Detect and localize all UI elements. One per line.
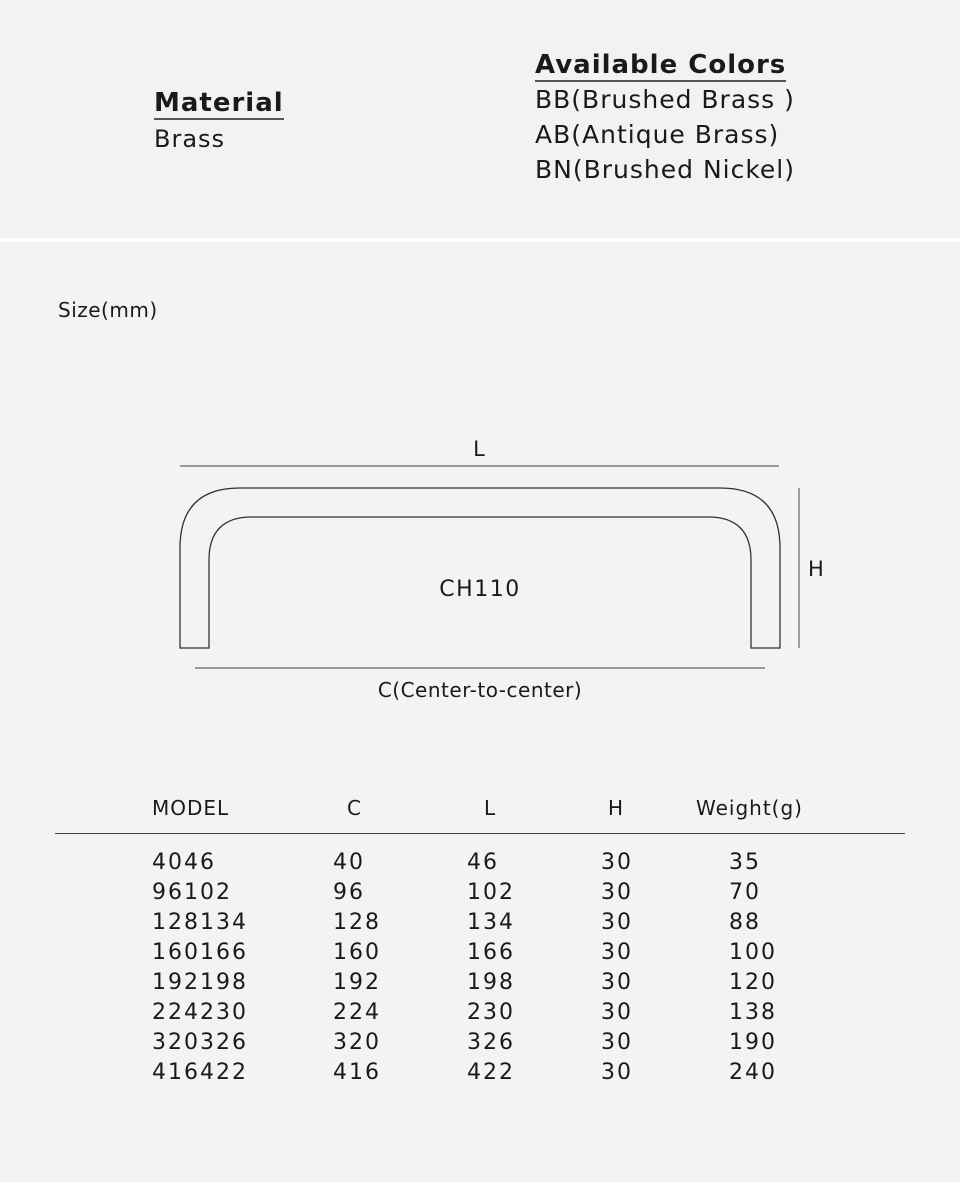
table-row: [0, 970, 960, 1000]
table-row: [0, 850, 960, 880]
cell-l: 46: [467, 850, 499, 875]
height-label: H: [808, 557, 824, 581]
cell-weight: 240: [729, 1060, 777, 1085]
size-table: [0, 850, 960, 1090]
cell-l: 326: [467, 1030, 515, 1055]
color-option: BN(Brushed Nickel): [535, 155, 796, 184]
cell-weight: 138: [729, 1000, 777, 1025]
cell-l: 166: [467, 940, 515, 965]
table-row: [0, 1060, 960, 1090]
cell-model: 224230: [152, 1000, 248, 1025]
length-label: L: [473, 437, 485, 461]
available-colors-heading: Available Colors: [535, 50, 787, 80]
color-option: AB(Antique Brass): [535, 120, 780, 149]
cell-l: 134: [467, 910, 515, 935]
table-row: [0, 880, 960, 910]
cell-h: 30: [601, 910, 633, 935]
cell-h: 30: [601, 1030, 633, 1055]
material-value: Brass: [154, 125, 226, 153]
cell-h: 30: [601, 1060, 633, 1085]
cell-c: 40: [333, 850, 365, 875]
cell-c: 128: [333, 910, 381, 935]
table-header-rule: [55, 833, 905, 834]
table-row: [0, 910, 960, 940]
cell-model: 416422: [152, 1060, 248, 1085]
cell-c: 160: [333, 940, 381, 965]
color-option: BB(Brushed Brass ): [535, 85, 795, 114]
table-row: [0, 1030, 960, 1060]
handle-outline: [180, 488, 780, 648]
cell-c: 320: [333, 1030, 381, 1055]
cell-c: 96: [333, 880, 365, 905]
model-label: CH110: [439, 577, 521, 602]
column-header-h: H: [608, 796, 625, 820]
size-label: Size(mm): [58, 298, 158, 322]
cell-h: 30: [601, 940, 633, 965]
cell-c: 416: [333, 1060, 381, 1085]
material-heading: Material: [154, 88, 284, 118]
table-row: [0, 940, 960, 970]
cell-l: 102: [467, 880, 515, 905]
cell-h: 30: [601, 1000, 633, 1025]
column-header-weight: Weight(g): [696, 796, 803, 820]
cell-model: 128134: [152, 910, 248, 935]
cell-weight: 120: [729, 970, 777, 995]
cell-model: 4046: [152, 850, 216, 875]
cell-weight: 88: [729, 910, 761, 935]
cell-weight: 100: [729, 940, 777, 965]
cell-h: 30: [601, 970, 633, 995]
cell-h: 30: [601, 850, 633, 875]
cell-weight: 190: [729, 1030, 777, 1055]
cell-l: 230: [467, 1000, 515, 1025]
cell-model: 160166: [152, 940, 248, 965]
cell-h: 30: [601, 880, 633, 905]
cell-c: 192: [333, 970, 381, 995]
cell-c: 224: [333, 1000, 381, 1025]
cell-l: 198: [467, 970, 515, 995]
column-header-c: C: [347, 796, 362, 820]
cell-model: 96102: [152, 880, 232, 905]
center-to-center-label: C(Center-to-center): [377, 678, 583, 702]
column-header-model: MODEL: [152, 796, 230, 820]
cell-weight: 35: [729, 850, 761, 875]
column-header-l: L: [484, 796, 497, 820]
cell-model: 320326: [152, 1030, 248, 1055]
cell-weight: 70: [729, 880, 761, 905]
cell-l: 422: [467, 1060, 515, 1085]
cell-model: 192198: [152, 970, 248, 995]
table-row: [0, 1000, 960, 1030]
